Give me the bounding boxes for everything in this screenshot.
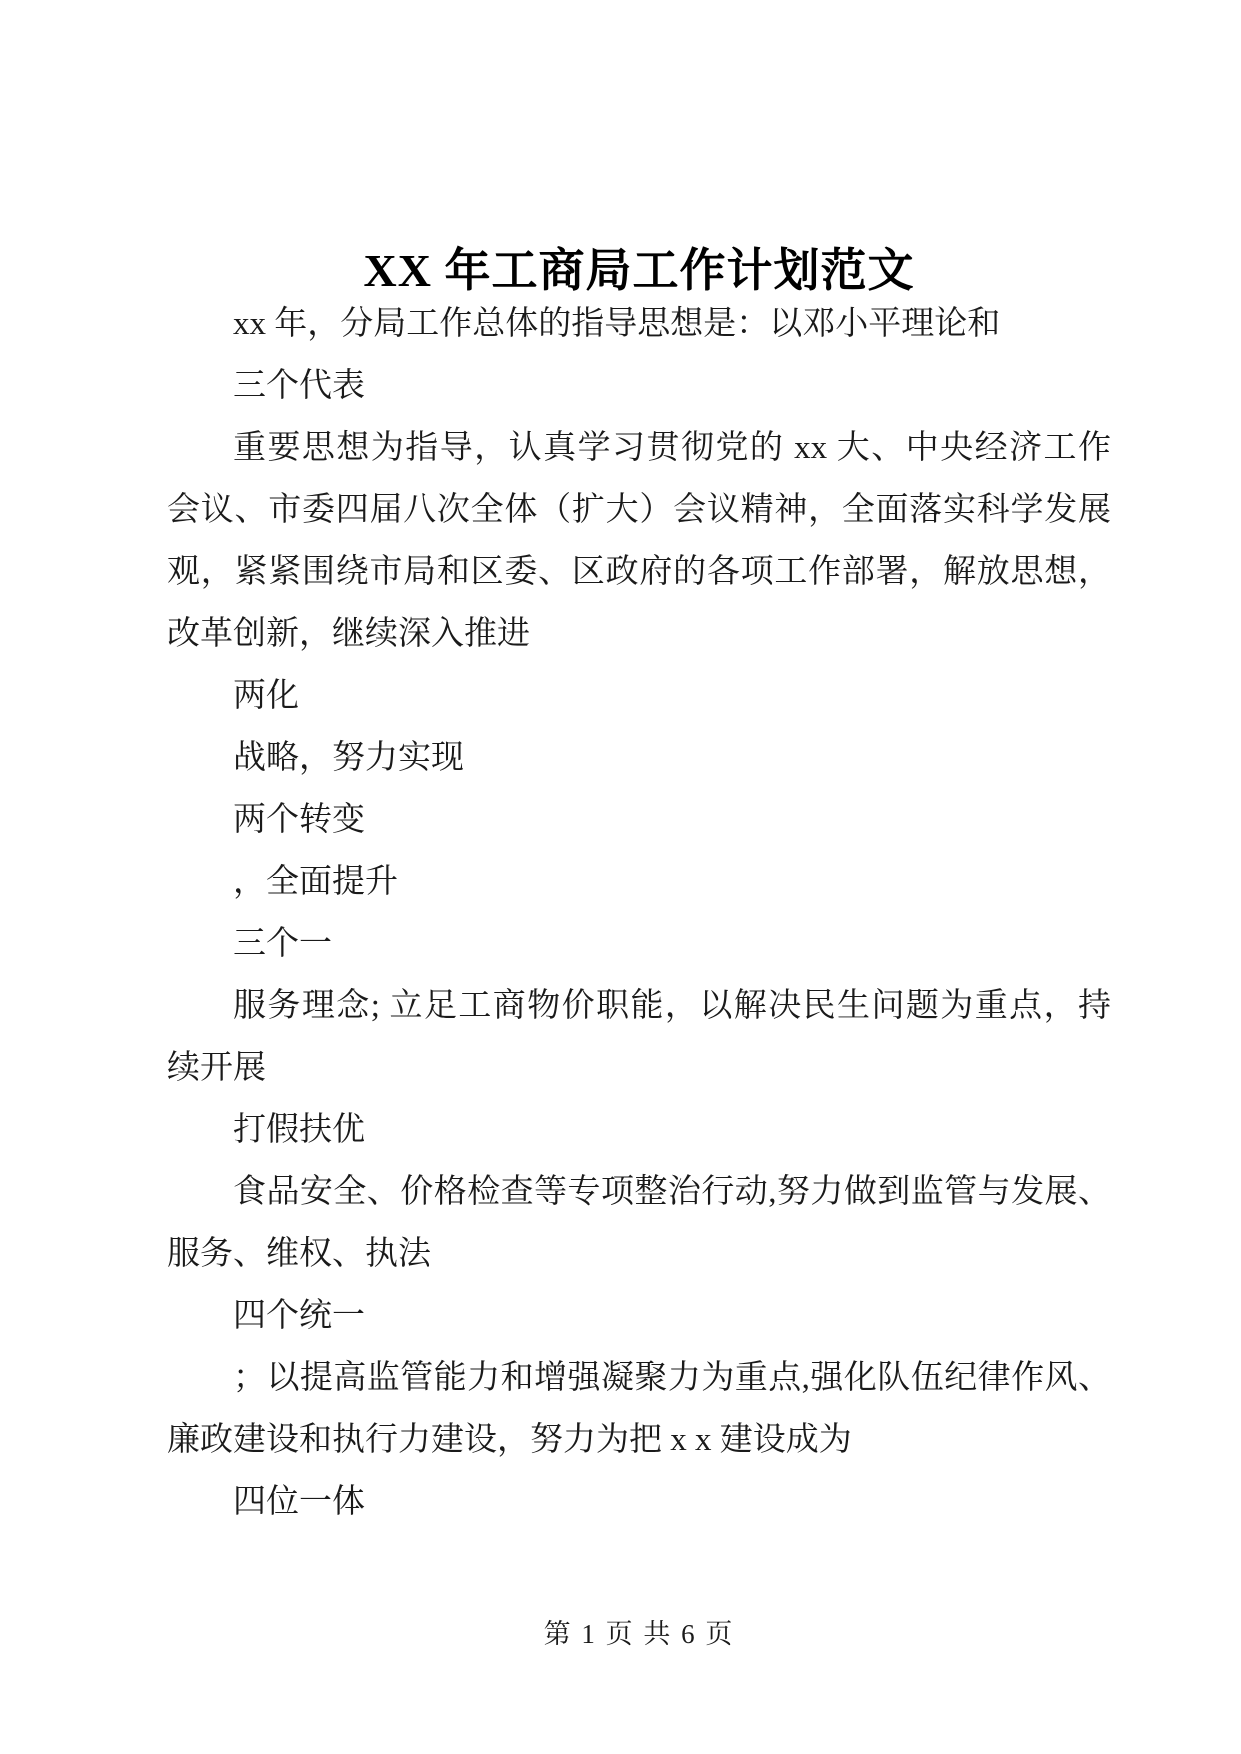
- text-line: ；以提高监管能力和增强凝聚力为重点,强化队伍纪律作风、: [233, 1360, 1111, 1396]
- text-line: 打假扶优: [233, 1112, 365, 1148]
- text-line: 会议、市委四届八次全体（扩大）会议精神，全面落实科学发展: [167, 492, 1111, 528]
- text-line: 观，紧紧围绕市局和区委、区政府的各项工作部署，解放思想，: [167, 554, 1111, 590]
- text-line: 四个统一: [233, 1298, 365, 1334]
- text-line: 服务理念; 立足工商物价职能，以解决民生问题为重点，持: [233, 988, 1111, 1024]
- text-line: ，全面提升: [233, 864, 398, 900]
- text-line: 两化: [233, 678, 299, 714]
- text-line: 四位一体: [233, 1484, 365, 1520]
- text-line: 两个转变: [233, 802, 365, 838]
- text-line: 改革创新，继续深入推进: [167, 616, 530, 652]
- text-line: 食品安全、价格检查等专项整治行动,努力做到监管与发展、: [233, 1174, 1111, 1210]
- page-footer: [167, 1612, 1111, 1651]
- document-body: [167, 293, 1111, 1533]
- document-title: XX 年工商局工作计划范文: [363, 244, 915, 296]
- text-line: 服务、维权、执法: [167, 1236, 431, 1272]
- text-line: 三个一: [233, 926, 332, 962]
- text-line: 三个代表: [233, 368, 365, 404]
- text-line: 廉政建设和执行力建设，努力为把 x x 建设成为: [167, 1422, 852, 1458]
- text-line: 重要思想为指导，认真学习贯彻党的 xx 大、中央经济工作: [233, 430, 1111, 466]
- text-line: 战略，努力实现: [233, 740, 464, 776]
- text-line: xx 年，分局工作总体的指导思想是：以邓小平理论和: [233, 306, 1001, 342]
- text-line: 续开展: [167, 1050, 266, 1086]
- page-number-label: 第 1 页 共 6 页: [543, 1619, 735, 1649]
